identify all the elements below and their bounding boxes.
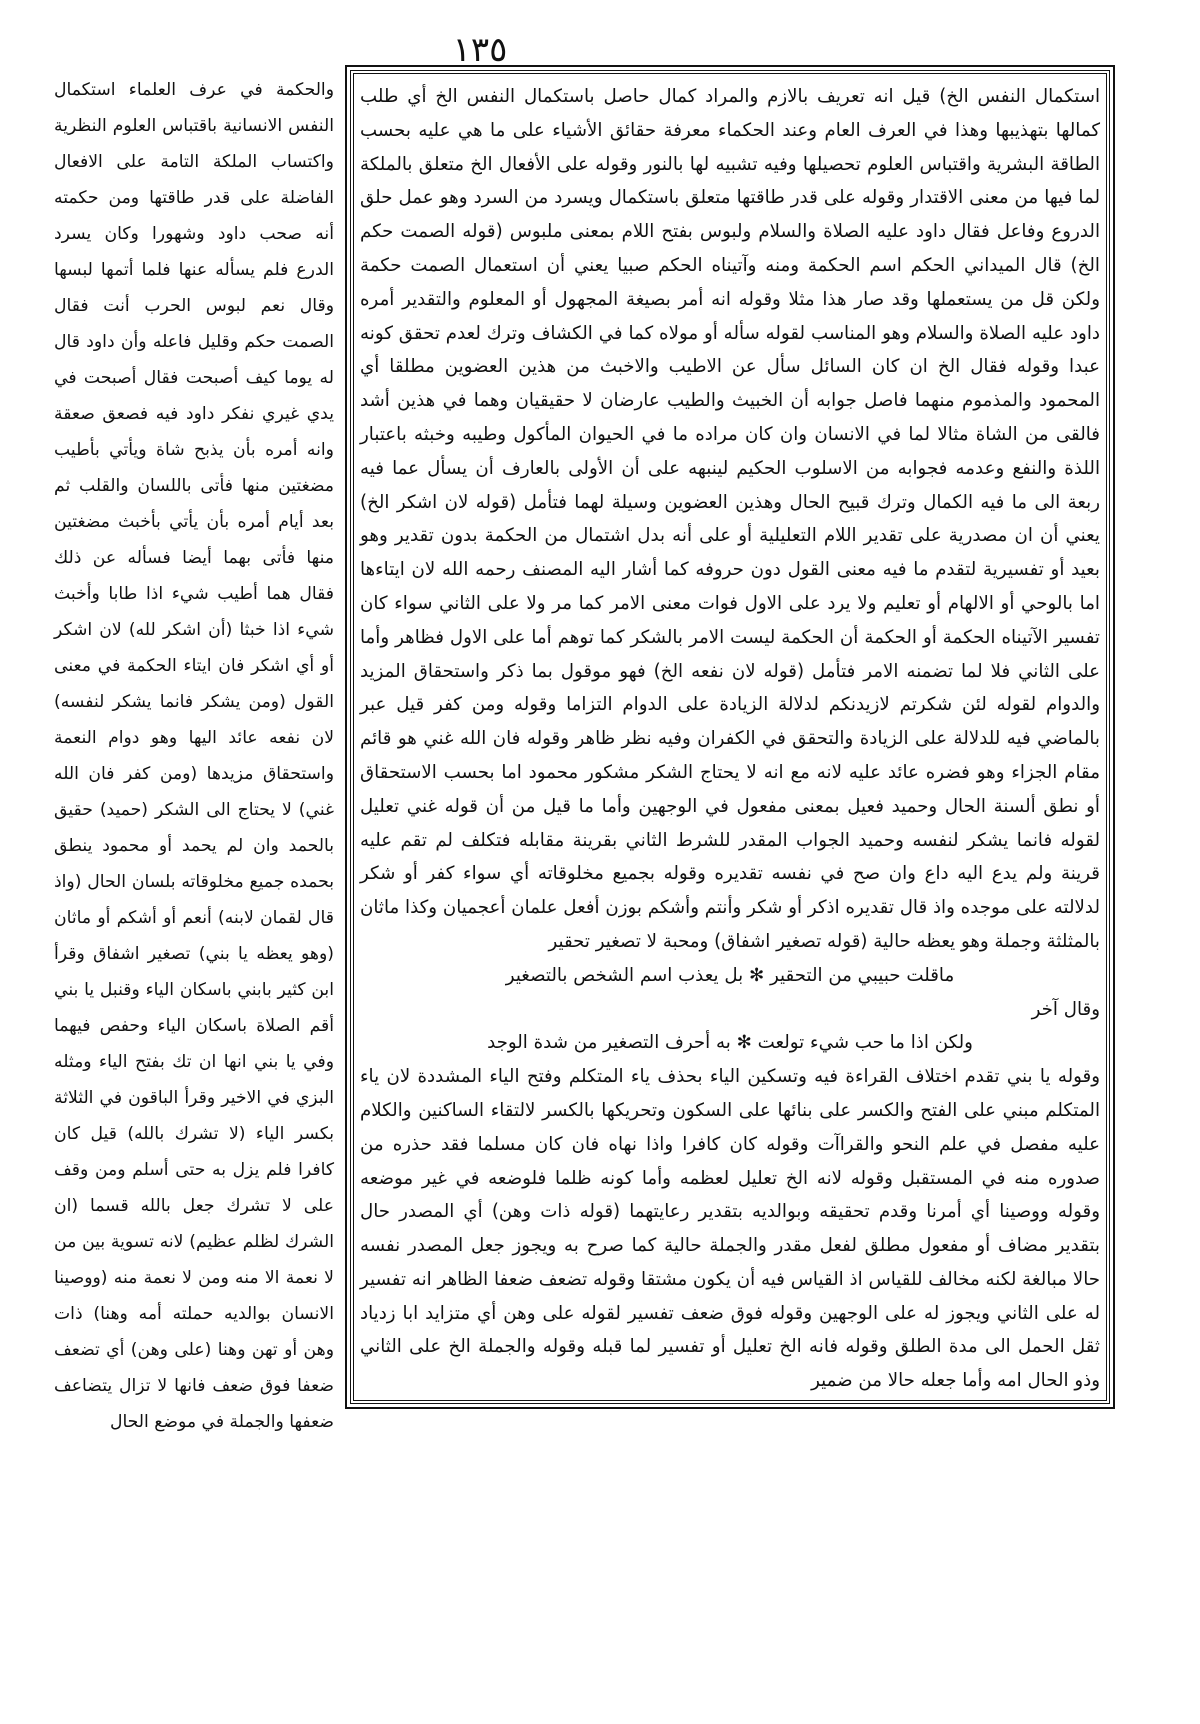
poem-label: وقال آخر bbox=[1031, 998, 1100, 1020]
page-number: ١٣٥ bbox=[452, 30, 508, 70]
main-paragraph-2: وقوله يا بني تقدم اختلاف القراءة فيه وتسكين الياء بحذف ياء المتكلم وفتح الياء المشددة لان ياء المتكلم مبني على الفتح والكسر على بنائها على السكون وتحريكها بالكسر لالتقاء الساكنين والكلام عليه مفصل في علم النحو والقراآت وقوله كان كافرا واذا نهاه فان كان مسلما فقد حذره من صدوره منه في المستقبل وقوله لانه الخ تعليل لعظمه وأما كونه ظلما فلوضعه في غير موضعه وقوله ووصينا أي أمرنا وقدم تحقيقه وبوالديه بتقدير رعايتهما (قوله ذات وهن) أي المصدر حال بتقدير مضاف أو مفعول مطلق لفعل مقدر والجملة حالية كما صرح به ويجوز جعل المصدر نفسه حالا مبالغة لكنه مخالف للقياس اذ القياس فيه أن يكون مشتقا وقوله تضعف ضعفا الظاهر انه تفسير له على الثاني ويجوز له على الوجهين وقوله فوق ضعف تفسير لقوله على وهن أي متزايد ابا زدياد ثقل الحمل الى مدة الطلق وقوله فانه الخ تعليل أو تفسير لما قبله وقوله والجملة الخ على الثاني وذو الحال امه وأما جعله حالا من ضمير bbox=[360, 1066, 1100, 1392]
poem-verse-2: ولكن اذا ما حب شيء تولعت ✻ به أحرف التصغير من شدة الوجد bbox=[487, 1032, 973, 1054]
margin-text: والحكمة في عرف العلماء استكمال النفس الانسانية باقتباس العلوم النظرية واكتساب الملكة التامة على الافعال الفاضلة على قدر طاقتها ومن حكمته أنه صحب داود وشهورا وكان يسرد الدرع فلم يسأله عنها فلما أتمها لبسها وقال نعم لبوس الحرب أنت فقال الصمت حكم وقليل فاعله وأن داود قال له يوما كيف أصبحت فقال أصبحت في يدي غيري نفكر داود فيه فصعق صعقة وانه أمره بأن يذبح شاة ويأتي بأطيب مضغتين منها فأتى باللسان والقلب ثم بعد أيام أمره بأن يأتي بأخبث مضغتين منها فأتى بهما أيضا فسأله عن ذلك فقال هما أطيب شيء اذا طابا وأخبث شيء اذا خبثا (أن اشكر لله) لان اشكر أو أي اشكر فان ايتاء الحكمة في معنى القول (ومن يشكر فانما يشكر لنفسه) لان نفعه عائد اليها وهو دوام النعمة واستحقاق مزيدها (ومن كفر فان الله غني) لا يحتاج الى الشكر (حميد) حقيق بالحمد وان لم يحمد أو محمود ينطق بحمده جميع مخلوقاته بلسان الحال (واذ قال لقمان لابنه) أنعم أو أشكم أو ماثان (وهو يعظه يا بني) تصغير اشفاق وقرأ ابن كثير بابني باسكان الياء وقنبل يا بني أقم الصلاة باسكان الياء وحفص فيهما وفي يا بني انها ان تك بفتح الياء ومثله البزي في الاخير وقرأ الباقون في الثلاثة بكسر الياء (لا تشرك بالله) قيل كان كافرا فلم يزل به حتى أسلم ومن وقف على لا تشرك جعل بالله قسما (ان الشرك لظلم عظيم) لانه تسوية بين من لا نعمة الا منه ومن لا نعمة منه (ووصينا الانسان بوالديه حملته أمه وهنا) ذات وهن أو تهن وهنا (على وهن) أي تضعف ضعفا فوق ضعف فانها لا تزال يتضاعف ضعفها والجملة في موضع الحال bbox=[54, 80, 334, 1432]
poem-verse-1: ماقلت حبيبي من التحقير ✻ بل يعذب اسم الشخص بالتصغير bbox=[505, 964, 955, 986]
margin-commentary bbox=[54, 72, 334, 1432]
main-text-block bbox=[360, 80, 1100, 1394]
main-paragraph: استكمال النفس الخ) قيل انه تعريف بالازم والمراد كمال حاصل باستكمال النفس الخ أي طلب كمالها بتهذيبها وهذا في العرف العام وعند الحكماء معرفة حقائق الأشياء على ما هي عليه بحسب الطاقة البشرية واقتباس العلوم تحصيلها وفيه تشبيه لها بالنور وقوله على الأفعال الخ متعلق بالملكة لما فيها من معنى الاقتدار وقوله على قدر طاقتها متعلق باستكمال ويسرد من السرد وهو عمل حلق الدروع وفاعل فقال داود عليه الصلاة والسلام ولبوس بفتح اللام بمعنى ملبوس (قوله الصمت حكم الخ) قال الميداني الحكم اسم الحكمة ومنه وآتيناه الحكم صبيا يعني أن استعمال الصمت حكمة ولكن قل من يستعملها وقد صار هذا مثلا وقوله انه أمر بصيغة المجهول أو المعلوم والتقدير أمره داود عليه الصلاة والسلام وهو المناسب لقوله سأله أو مولاه كما في الكشاف وترك لعدم تحقق كونه عبدا وقوله فقال الخ ان كان السائل سأل عن الاطيب والاخبث من هذين العضوين مطلقا أي المحمود والمذموم منهما فاصل جوابه أن الخبيث والطيب عارضان لا حقيقيان وهما في هذين أشد فالقى من الشاة مثالا لما في الانسان وان كان مراده ما في الحيوان المأكول وطيبه وخبثه باعتبار اللذة والنفع وعدمه فجوابه من الاسلوب الحكيم لينبهه على أن الأولى بالعارف أن يسأل عما فيه ربعة الى ما فيه الكمال وترك قبيح الحال وهذين العضوين وسيلة لهما فتأمل (قوله لان اشكر الخ) يعني أن ان مصدرية على تقدير اللام التعليلية أو على أنه بدل اشتمال من الحكمة بدون تقدير وهو بعيد أو تفسيرية لتقدم ما فيه معنى القول دون حروفه كما أشار اليه المصنف رحمه الله لان ايتاءها اما بالوحي أو الالهام أو تعليم ولا يرد على الاول فوات معنى الامر كما مر ولا على الثاني سواء كان تفسير الآتيناه الحكمة أو الحكمة أن الحكمة ليست الامر بالشكر كما توهم أما على الاول فظاهر وأما على الثاني فلا لما تضمنه الامر فتأمل (قوله لان نفعه الخ) فهو موقول بما ذكر واستحقاق المزيد والدوام لقوله لئن شكرتم لازيدنكم لدلالة الزيادة على الدوام التزاما وقوله ومن كفر قيل عبر بالماضي فيه للدلالة على الزيادة والتحقق في الكفران وفيه نظر ظاهر وقوله فان الله غني هو قائم مقام الجزاء وهو فضره عائد عليه لانه مع انه لا يحتاج الشكر مشكور محمود اما بحسب الاستحقاق أو نطق ألسنة الحال وحميد فعيل بمعنى مفعول في الوجهين وأما ما قيل من أن قوله غني تعليل لقوله فانما يشكر لنفسه وحميد الجواب المقدر للشرط الثاني بقرينة مقابله فتكلف لم تقم عليه قرينة ولم يدع اليه داع وان صح في نفسه تقديره وقوله بجميع مخلوقاته أي سواء كفر أو شكر لدلالته على موجده واذ قال تقديره اذكر أو شكر وأنتم وأشكم بوزن أفعل علمان أعجميان وكذا ماثان بالمثلثة وجملة وهو يعظه حالية (قوله تصغير اشفاق) ومحبة لا تصغير تحقير bbox=[360, 86, 1100, 952]
main-text-frame bbox=[350, 70, 1110, 1404]
